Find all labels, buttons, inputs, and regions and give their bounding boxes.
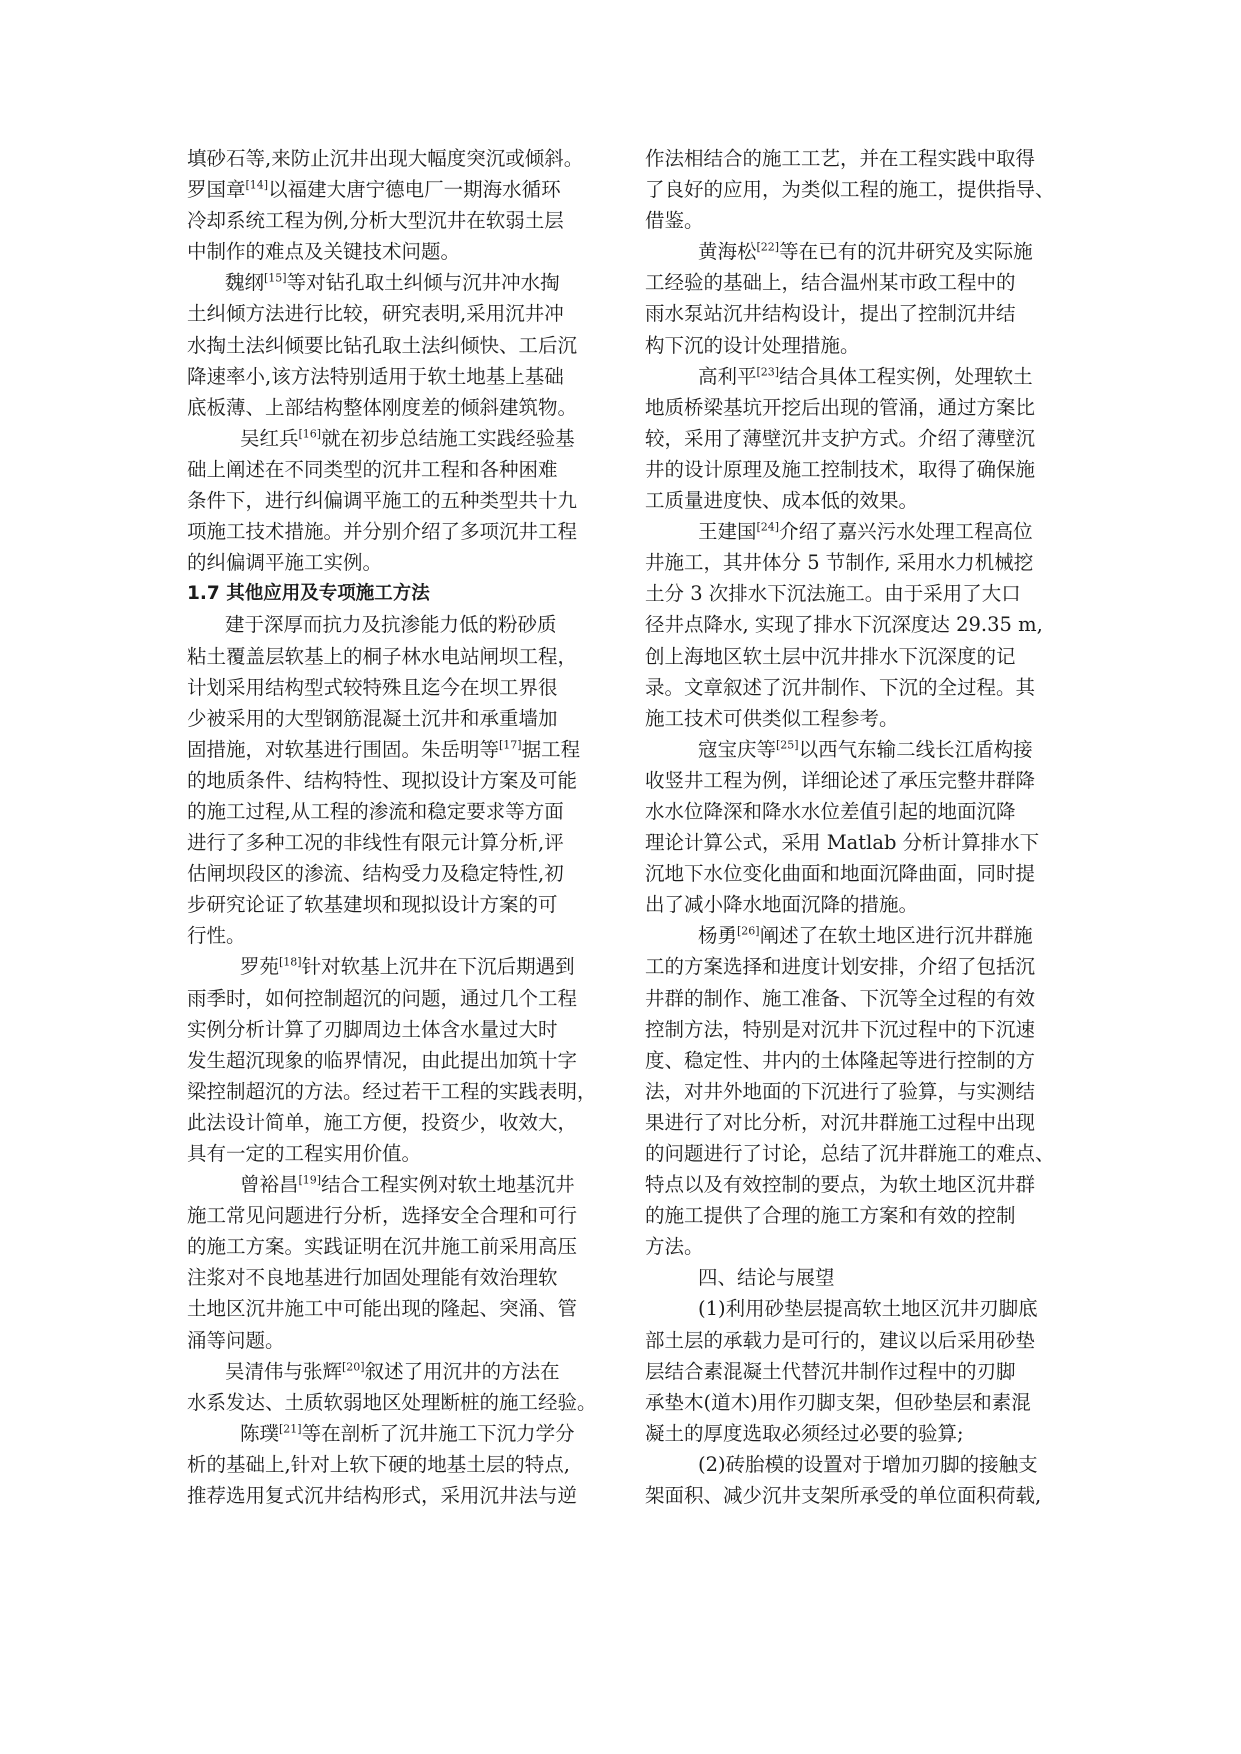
text-line: 土纠倾方法进行比较，研究表明,采用沉井冲 [187, 302, 564, 326]
text-line: 进行了多种工况的非线性有限元计算分析,评 [187, 831, 564, 855]
text-line: 建于深厚而抗力及抗渗能力低的粉砂质 [225, 613, 557, 637]
text-line: 析的基础上,针对上软下硬的地基土层的特点, [187, 1452, 570, 1476]
citation-marker: [17] [499, 738, 522, 752]
text-line: 作法相结合的施工工艺，并在工程实践中取得 [645, 147, 1036, 170]
text-line: 行性。 [187, 924, 246, 948]
text-line: 收竖井工程为例，详细论述了承压完整井群降 [645, 768, 1036, 792]
text-line: 较，采用了薄壁沉井支护方式。介绍了薄壁沉 [645, 426, 1036, 450]
text-line: 计划采用结构型式较特殊且迄今在坝工界很 [187, 675, 558, 699]
text-line: 步研究论证了软基建坝和现拟设计方案的可 [187, 893, 558, 917]
text-line: 推荐选用复式沉井结构形式，采用沉井法与逆 [187, 1484, 578, 1508]
text-line: 井的设计原理及施工控制技术，取得了确保施 [645, 457, 1036, 481]
text-line: 的问题进行了讨论，总结了沉井群施工的难点、 [645, 1142, 1055, 1165]
text-line: 水掏土法纠倾要比钻孔取土法纠倾快、工后沉 [187, 333, 578, 357]
section-heading: 1.7 其他应用及专项施工方法 [187, 583, 430, 605]
citation-marker: [24] [756, 520, 780, 534]
text-line: 的施工过程,从工程的渗流和稳定要求等方面 [187, 799, 564, 823]
text-line: 施工常见问题进行分析，选择安全合理和可行 [187, 1204, 578, 1228]
text-line: 工的方案选择和进度计划安排，介绍了包括沉 [645, 955, 1036, 979]
text-line: 创上海地区软土层中沉井排水下沉深度的记 [645, 644, 1016, 668]
text-line: 固措施，对软基进行围固。朱岳明等[17]据工程 [187, 737, 581, 761]
text-line: 冷却系统工程为例,分析大型沉井在软弱土层 [187, 209, 564, 233]
text-line: 方法。 [645, 1235, 704, 1259]
citation-marker: [16] [298, 427, 322, 441]
text-line: 条件下，进行纠偏调平施工的五种类型共十九 [187, 489, 578, 513]
text-line: 水水位降深和降水水位差值引起的地面沉降 [645, 799, 1016, 823]
text-line: 项施工技术措施。并分别介绍了多项沉井工程 [187, 520, 578, 544]
text-line: 底板薄、上部结构整体刚度差的倾斜建筑物。 [187, 395, 578, 419]
text-line: 高利平[23]结合具体工程实例，处理软土 [698, 364, 1033, 388]
text-line: 凝土的厚度选取必须经过必要的验算; [645, 1421, 964, 1445]
text-line: 陈璞[21]等在剖析了沉井施工下沉力学分 [240, 1421, 575, 1445]
text-line: 借鉴。 [645, 209, 704, 233]
text-line: 水系发达、土质软弱地区处理断桩的施工经验。 [187, 1390, 597, 1414]
text-line: 王建国[24]介绍了嘉兴污水处理工程高位 [698, 520, 1033, 544]
text-line: 涌等问题。 [187, 1328, 285, 1352]
text-line: 沉地下水位变化曲面和地面沉降曲面，同时提 [645, 862, 1036, 886]
text-line: 理论计算公式，采用 Matlab 分析计算排水下 [645, 831, 1040, 855]
citation-marker: [26] [737, 924, 760, 938]
text-line: 构下沉的设计处理措施。 [645, 333, 860, 357]
text-line: 梁控制超沉的方法。经过若干工程的实践表明， [187, 1079, 597, 1103]
text-line: 工质量进度快、成本低的效果。 [645, 489, 919, 513]
citation-marker: [20] [342, 1360, 365, 1374]
text-line: 罗苑[18]针对软基上沉井在下沉后期遇到 [240, 955, 575, 979]
left-text-column [187, 143, 617, 1511]
text-line: 部土层的承载力是可行的，建议以后采用砂垫 [645, 1328, 1036, 1352]
text-line: (2)砖胎模的设置对于增加刃脚的接触支 [698, 1452, 1038, 1476]
text-line: 出了减小降水地面沉降的措施。 [645, 893, 919, 917]
right-text-column [645, 143, 1075, 1511]
text-line: 的施工方案。实践证明在沉井施工前采用高压 [187, 1235, 578, 1259]
text-line: 了良好的应用，为类似工程的施工，提供指导、 [645, 178, 1055, 202]
citation-marker: [15] [264, 271, 287, 285]
text-line: 土地区沉井施工中可能出现的隆起、突涌、管 [187, 1297, 578, 1321]
text-line: 少被采用的大型钢筋混凝土沉井和承重墙加 [187, 706, 558, 730]
text-line: 的地质条件、结构特性、现拟设计方案及可能 [187, 768, 578, 792]
text-line: 实例分析计算了刃脚周边土体含水量过大时 [187, 1017, 558, 1041]
citation-marker: [18] [279, 955, 302, 969]
text-line: 法，对井外地面的下沉进行了验算，与实测结 [645, 1079, 1036, 1103]
text-line: 控制方法，特别是对沉井下沉过程中的下沉速 [645, 1017, 1036, 1041]
text-line: 井施工，其井体分 5 节制作, 采用水力机械挖 [645, 551, 1034, 575]
text-line: 具有一定的工程实用价值。 [187, 1142, 422, 1165]
text-line: 四、结论与展望 [698, 1266, 835, 1290]
text-line: 降速率小,该方法特别适用于软土地基上基础 [187, 364, 564, 388]
citation-marker: [25] [776, 738, 799, 752]
text-line: 注浆对不良地基进行加固处理能有效治理软 [187, 1266, 558, 1290]
citation-marker: [19] [298, 1173, 322, 1187]
text-line: 罗国章[14]以福建大唐宁德电厂一期海水循环 [187, 178, 561, 202]
text-line: (1)利用砂垫层提高软土地区沉井刃脚底 [698, 1297, 1038, 1321]
text-line: 果进行了对比分析，对沉井群施工过程中出现 [645, 1110, 1036, 1134]
text-line: 曾裕昌[19]结合工程实例对软土地基沉井 [240, 1173, 575, 1197]
citation-marker: [22] [756, 240, 780, 254]
text-line: 发生超沉现象的临界情况，由此提出加筑十字 [187, 1048, 578, 1072]
text-line: 井群的制作、施工准备、下沉等全过程的有效 [645, 986, 1036, 1010]
text-line: 魏纲[15]等对钻孔取土纠倾与沉井冲水掏 [225, 271, 560, 295]
text-line: 承垫木(道木)用作刃脚支架，但砂垫层和素混 [645, 1390, 1031, 1414]
text-line: 特点以及有效控制的要点，为软土地区沉井群 [645, 1173, 1036, 1197]
text-line: 的纠偏调平施工实例。 [187, 551, 383, 575]
text-line: 估闸坝段区的渗流、结构受力及稳定特性,初 [187, 862, 564, 886]
text-line: 寇宝庆等[25]以西气东输二线长江盾构接 [698, 737, 1033, 761]
text-line: 杨勇[26]阐述了在软土地区进行沉井群施 [698, 924, 1033, 948]
text-line: 度、稳定性、井内的土体隆起等进行控制的方 [645, 1048, 1036, 1072]
text-line: 粘土覆盖层软基上的桐子林水电站闸坝工程， [187, 644, 578, 668]
citation-marker: [14] [245, 178, 269, 192]
text-line: 土分 3 次排水下沉法施工。由于采用了大口 [645, 582, 1021, 606]
text-line: 雨季时，如何控制超沉的问题，通过几个工程 [187, 986, 578, 1010]
text-line: 径井点降水, 实现了排水下沉深度达 29.35 m, [645, 613, 1043, 637]
text-line: 中制作的难点及关键技术问题。 [187, 240, 461, 264]
citation-marker: [21] [279, 1422, 302, 1436]
text-line: 填砂石等,来防止沉井出现大幅度突沉或倾斜。 [187, 147, 584, 170]
text-line: 的施工提供了合理的施工方案和有效的控制 [645, 1204, 1016, 1228]
text-line: 地质桥梁基坑开挖后出现的管涌，通过方案比 [645, 395, 1036, 419]
text-line: 吴红兵[16]就在初步总结施工实践经验基 [240, 426, 575, 450]
text-line: 此法设计简单，施工方便，投资少，收效大， [187, 1110, 578, 1134]
citation-marker: [23] [756, 365, 780, 379]
text-line: 层结合素混凝土代替沉井制作过程中的刃脚 [645, 1359, 1016, 1383]
text-line: 录。文章叙述了沉井制作、下沉的全过程。其 [645, 675, 1036, 699]
text-line: 础上阐述在不同类型的沉井工程和各种困难 [187, 457, 558, 481]
text-line: 施工技术可供类似工程参考。 [645, 706, 899, 730]
text-line: 黄海松[22]等在已有的沉井研究及实际施 [698, 240, 1033, 264]
text-line: 雨水泵站沉井结构设计，提出了控制沉井结 [645, 302, 1016, 326]
text-line: 架面积、减少沉井支架所承受的单位面积荷载, [645, 1484, 1042, 1508]
text-line: 工经验的基础上，结合温州某市政工程中的 [645, 271, 1016, 295]
text-line: 吴清伟与张辉[20]叙述了用沉井的方法在 [225, 1359, 560, 1383]
